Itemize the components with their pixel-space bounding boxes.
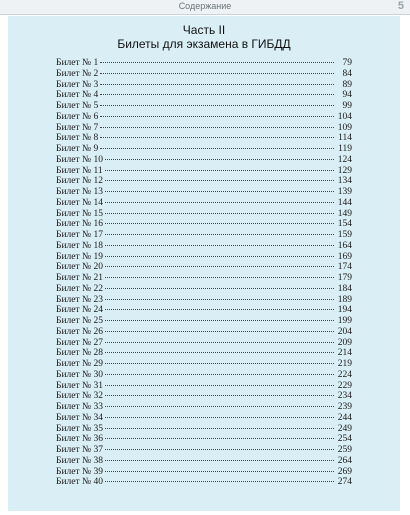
toc-entry[interactable] <box>56 219 352 230</box>
toc-entry[interactable] <box>56 112 352 123</box>
toc-entry-label: Билет № 17 <box>56 230 103 240</box>
toc-dot-leader <box>105 222 334 224</box>
toc-entry[interactable] <box>56 305 352 316</box>
toc-entry-label: Билет № 24 <box>56 305 103 316</box>
toc-entry[interactable] <box>56 101 352 112</box>
toc-entry-page: 259 <box>337 445 352 455</box>
toc-entry[interactable] <box>56 198 352 209</box>
part-subtitle: Билеты для экзамена в ГИБДД <box>117 37 291 51</box>
toc-entry-page: 144 <box>337 197 352 208</box>
toc-entry-label: Билет № 32 <box>56 391 103 402</box>
toc-entry-page: 184 <box>337 283 352 294</box>
part-title: Часть II <box>182 23 226 37</box>
toc-entry[interactable] <box>56 381 352 392</box>
toc-entry-label: Билет № 10 <box>56 154 103 165</box>
toc-entry[interactable] <box>56 391 352 402</box>
toc-entry-label: Билет № 14 <box>56 197 103 208</box>
toc-dot-leader <box>105 362 334 364</box>
toc-entry[interactable] <box>56 155 352 166</box>
toc-dot-leader <box>105 373 334 375</box>
toc-dot-leader <box>105 459 334 461</box>
toc-entry[interactable] <box>56 58 352 69</box>
toc-dot-leader <box>105 308 334 310</box>
toc-entry-page: 159 <box>337 230 352 240</box>
toc-entry-label: Билет № 38 <box>56 455 103 466</box>
toc-entry[interactable] <box>56 434 352 445</box>
toc-entry-label: Билет № 18 <box>56 240 103 251</box>
toc-entry-page: 124 <box>337 154 352 165</box>
toc-entry[interactable] <box>56 402 352 413</box>
toc-entry-page: 139 <box>337 187 352 197</box>
toc-dot-leader <box>105 201 334 203</box>
toc-dot-leader <box>105 233 334 235</box>
contents-panel <box>8 16 400 511</box>
toc-entry-label: Билет № 40 <box>56 477 103 488</box>
toc-entry[interactable] <box>56 176 352 187</box>
toc-dot-leader <box>105 169 334 171</box>
toc-entry-page: 209 <box>337 337 352 348</box>
toc-dot-leader <box>105 394 334 396</box>
toc-dot-leader <box>105 405 334 407</box>
toc-entry-label: Билет № 19 <box>56 251 103 262</box>
toc-entry-page: 269 <box>337 466 352 477</box>
toc-entry-label: Билет № 36 <box>56 434 103 445</box>
toc-entry[interactable] <box>56 252 352 263</box>
toc-entry-label: Билет № 12 <box>56 176 103 187</box>
toc-dot-leader <box>105 276 334 278</box>
toc-entry-page: 134 <box>337 176 352 187</box>
running-header <box>0 0 410 15</box>
toc-entry-label: Билет № 27 <box>56 337 103 348</box>
toc-entry-page: 164 <box>337 240 352 251</box>
toc-dot-leader <box>100 136 334 138</box>
page-number: 5 <box>397 0 404 12</box>
toc-entry[interactable] <box>56 424 352 435</box>
toc-entry-page: 189 <box>337 294 352 305</box>
toc-entry[interactable] <box>56 338 352 349</box>
toc-entry-label: Билет № 20 <box>56 262 103 273</box>
toc-entry-page: 149 <box>337 208 352 219</box>
toc-entry-label: Билет № 29 <box>56 359 103 369</box>
toc-entry-page: 244 <box>337 412 352 423</box>
toc-entry-label: Билет № 1 <box>56 58 99 68</box>
toc-entry[interactable] <box>56 413 352 424</box>
toc-dot-leader <box>105 330 334 332</box>
toc-entry-label: Билет № 22 <box>56 283 103 294</box>
toc-entry[interactable] <box>56 209 352 220</box>
toc-entry[interactable] <box>56 123 352 134</box>
toc-entry-label: Билет № 30 <box>56 369 103 380</box>
toc-entry-page: 154 <box>337 219 352 230</box>
toc-entry-page: 79 <box>342 58 352 68</box>
toc-dot-leader <box>105 470 334 472</box>
toc-entry[interactable] <box>56 467 352 478</box>
toc-entry[interactable] <box>56 80 352 91</box>
toc-entry[interactable] <box>56 284 352 295</box>
toc-entry-page: 89 <box>342 79 352 90</box>
toc-entry-label: Билет № 13 <box>56 187 103 197</box>
toc-dot-leader <box>105 190 334 192</box>
toc-entry[interactable] <box>56 133 352 144</box>
toc-entry[interactable] <box>56 445 352 456</box>
toc-dot-leader <box>105 298 334 300</box>
toc-entry-label: Билет № 25 <box>56 316 103 326</box>
toc-entry[interactable] <box>56 144 352 155</box>
toc-dot-leader <box>100 147 334 149</box>
toc-entry-page: 214 <box>337 348 352 359</box>
toc-entry-page: 249 <box>337 423 352 434</box>
toc-entry-label: Билет № 28 <box>56 348 103 359</box>
toc-entry[interactable] <box>56 187 352 198</box>
toc-entry[interactable] <box>56 241 352 252</box>
toc-dot-leader <box>105 437 334 439</box>
toc-entry-label: Билет № 9 <box>56 144 99 154</box>
toc-entry-label: Билет № 7 <box>56 122 99 133</box>
toc-entry[interactable] <box>56 370 352 381</box>
toc-entry-label: Билет № 21 <box>56 273 103 283</box>
toc-dot-leader <box>105 244 334 246</box>
toc-entry-page: 254 <box>337 434 352 445</box>
toc-entry-label: Билет № 3 <box>56 79 99 90</box>
toc-entry[interactable] <box>56 166 352 177</box>
toc-entry-label: Билет № 37 <box>56 445 103 455</box>
toc-entry-page: 204 <box>337 326 352 337</box>
toc-dot-leader <box>105 351 334 353</box>
toc-entry[interactable] <box>56 273 352 284</box>
toc-entry-page: 84 <box>342 68 352 79</box>
toc-entry-label: Билет № 2 <box>56 68 99 79</box>
toc-entry-page: 129 <box>337 165 352 176</box>
toc-entry-page: 109 <box>337 122 352 133</box>
toc-entry[interactable] <box>56 477 352 488</box>
toc-entry-label: Билет № 39 <box>56 466 103 477</box>
toc-dot-leader <box>105 319 334 321</box>
toc-entry-page: 114 <box>338 133 352 144</box>
toc-entry-page: 219 <box>337 359 352 369</box>
toc-entry-page: 94 <box>342 90 352 101</box>
toc-dot-leader <box>100 83 334 85</box>
toc-entry-label: Билет № 6 <box>56 111 99 122</box>
toc-entry-label: Билет № 31 <box>56 380 103 391</box>
header-title: Содержание <box>178 1 232 11</box>
toc-entry-page: 274 <box>337 477 352 488</box>
toc-dot-leader <box>100 104 334 106</box>
toc-entry-label: Билет № 16 <box>56 219 103 230</box>
toc-entry[interactable] <box>56 327 352 338</box>
toc-entry[interactable] <box>56 230 352 241</box>
toc-dot-leader <box>105 341 334 343</box>
toc-entry-page: 239 <box>337 402 352 412</box>
toc-entry-page: 179 <box>337 273 352 283</box>
toc-dot-leader <box>100 61 334 63</box>
toc-entry-page: 119 <box>338 144 352 154</box>
toc-dot-leader <box>105 212 334 214</box>
toc-entry-page: 234 <box>337 391 352 402</box>
toc-entry-page: 174 <box>337 262 352 273</box>
toc-dot-leader <box>105 158 334 160</box>
toc-entry-label: Билет № 23 <box>56 294 103 305</box>
toc-entry[interactable] <box>56 69 352 80</box>
toc-entry[interactable] <box>56 295 352 306</box>
toc-entry-page: 264 <box>337 455 352 466</box>
toc-dot-leader <box>100 115 334 117</box>
toc-entry-page: 199 <box>337 316 352 326</box>
toc-entry-page: 99 <box>342 101 352 111</box>
toc-entry[interactable] <box>56 90 352 101</box>
toc-entry-label: Билет № 8 <box>56 133 99 144</box>
toc-dot-leader <box>105 480 334 482</box>
toc-dot-leader <box>105 448 334 450</box>
table-of-contents <box>56 58 352 488</box>
toc-dot-leader <box>105 179 334 181</box>
toc-entry-page: 104 <box>337 111 352 122</box>
toc-entry-page: 194 <box>337 305 352 316</box>
toc-entry[interactable] <box>56 348 352 359</box>
toc-entry-label: Билет № 5 <box>56 101 99 111</box>
toc-dot-leader <box>105 384 334 386</box>
toc-dot-leader <box>105 287 334 289</box>
toc-dot-leader <box>100 126 334 128</box>
toc-entry-label: Билет № 15 <box>56 208 103 219</box>
toc-entry-label: Билет № 34 <box>56 412 103 423</box>
toc-dot-leader <box>100 93 334 95</box>
toc-entry-label: Билет № 4 <box>56 90 99 101</box>
toc-entry-label: Билет № 26 <box>56 326 103 337</box>
toc-entry-label: Билет № 11 <box>56 165 103 176</box>
toc-entry[interactable] <box>56 316 352 327</box>
toc-entry-label: Билет № 35 <box>56 423 103 434</box>
toc-dot-leader <box>105 416 334 418</box>
toc-entry[interactable] <box>56 359 352 370</box>
toc-entry[interactable] <box>56 456 352 467</box>
toc-dot-leader <box>100 72 334 74</box>
toc-entry-page: 229 <box>337 380 352 391</box>
toc-dot-leader <box>105 265 334 267</box>
toc-dot-leader <box>105 427 334 429</box>
toc-dot-leader <box>105 255 334 257</box>
toc-entry[interactable] <box>56 262 352 273</box>
toc-entry-page: 169 <box>337 251 352 262</box>
toc-entry-label: Билет № 33 <box>56 402 103 412</box>
toc-entry-page: 224 <box>337 369 352 380</box>
